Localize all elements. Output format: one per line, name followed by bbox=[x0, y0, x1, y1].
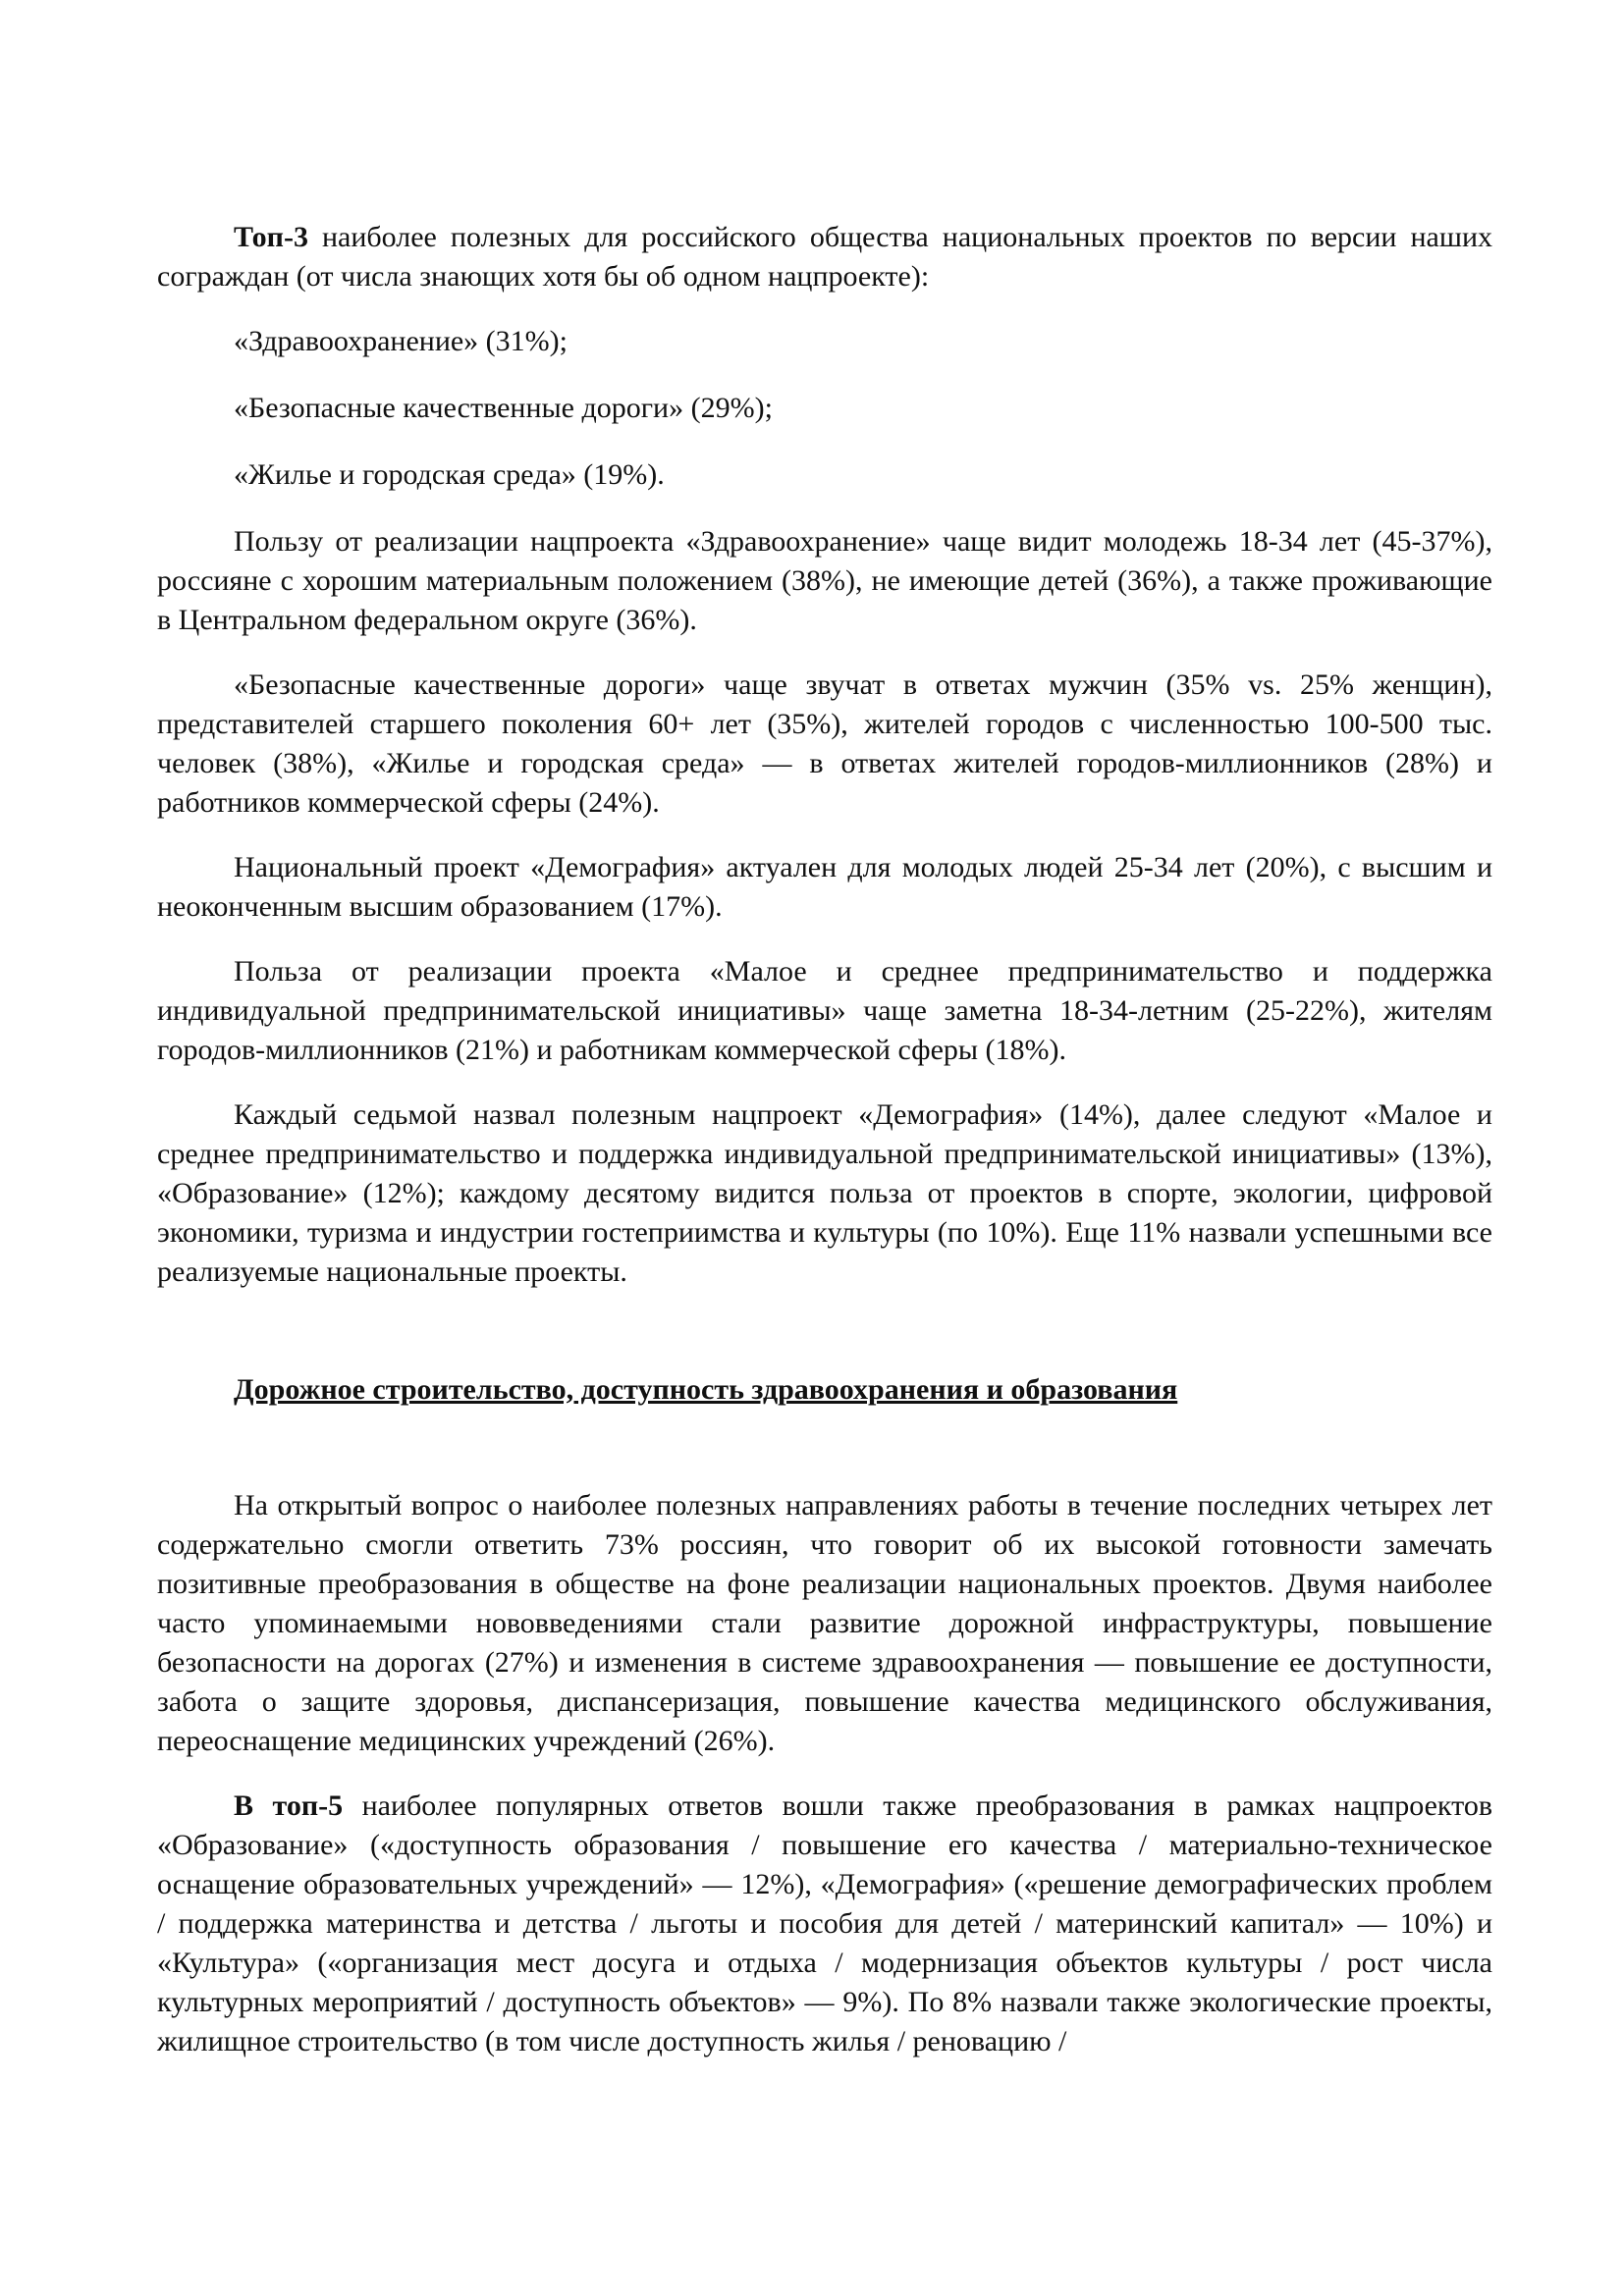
paragraph-small-business: Польза от реализации проекта «Малое и среднее предпринимательство и поддержка индивидуальной предпринимательской инициативы» чаще заметна 18-34-летним (25-22%), жителям городов-миллионников (21%) и работникам коммерческой сферы (18%). bbox=[157, 955, 1492, 1066]
document-page bbox=[157, 218, 1492, 2087]
paragraph-top5 bbox=[157, 1787, 1492, 2061]
top3-item-3: «Жилье и городская среда» (19%). bbox=[234, 458, 665, 491]
paragraph-roads: «Безопасные качественные дороги» чаще звучат в ответах мужчин (35% vs. 25% женщин), представителей старшего поколения 60+ лет (35%), жителей городов с численностью 100-500 тыс. человек (38%), «Жилье и городская среда» — в ответах жителей городов-миллионников (28%) и работников коммерческой сферы (24%). bbox=[157, 668, 1492, 819]
top5-text: наиболее популярных ответов вошли также преобразования в рамках нацпроектов «Образование» («доступность образования / повышение его качества / материально-техническое оснащение образовательных учреждений» — 12%), «Демография» («решение демографических проблем / поддержка материнства и детства / льготы и пособия для детей / материнский капитал» — 10%) и «Культура» («организация мест досуга и отдыха / модернизация объектов культуры / рост числа культурных мероприятий / доступность объектов» — 9%). По 8% назвали также экологические проекты, жилищное строительство (в том числе доступность жилья / реновацию / bbox=[157, 1789, 1492, 2057]
section-heading: Дорожное строительство, доступность здравоохранения и образования bbox=[234, 1373, 1178, 1406]
paragraph-open-question: На открытый вопрос о наиболее полезных направлениях работы в течение последних четырех лет содержательно смогли ответить 73% россиян, что говорит об их высокой готовности замечать позитивные преобразования в обществе на фоне реализации национальных проектов. Двумя наиболее часто упоминаемыми нововведениями стали развитие дорожной инфраструктуры, повышение безопасности на дорогах (27%) и изменения в системе здравоохранения — повышение ее доступности, забота о защите здоровья, диспансеризация, повышение качества медицинского обслуживания, переоснащение медицинских учреждений (26%). bbox=[157, 1489, 1492, 1757]
top5-lead-bold: В топ-5 bbox=[234, 1789, 344, 1822]
paragraph-summary: Каждый седьмой назвал полезным нацпроект «Демография» (14%), далее следуют «Малое и среднее предпринимательство и поддержка индивидуальной предпринимательской инициативы» (13%), «Образование» (12%); каждому десятому видится польза от проектов в спорте, экологии, цифровой экономики, туризма и индустрии гостеприимства и культуры (по 10%). Еще 11% назвали успешными все реализуемые национальные проекты. bbox=[157, 1098, 1492, 1288]
paragraph-demography: Национальный проект «Демография» актуален для молодых людей 25-34 лет (20%), с высшим и неоконченным высшим образованием (17%). bbox=[157, 851, 1492, 923]
top3-item-1: «Здравоохранение» (31%); bbox=[234, 325, 568, 357]
top3-item-2: «Безопасные качественные дороги» (29%); bbox=[234, 392, 773, 424]
paragraph-healthcare: Пользу от реализации нацпроекта «Здравоохранение» чаще видит молодежь 18-34 лет (45-37%), россияне с хорошим материальным положением (38%), не имеющие детей (36%), а также проживающие в Центральном федеральном округе (36%). bbox=[157, 525, 1492, 636]
intro-lead-bold: Топ-3 bbox=[234, 221, 308, 253]
intro-paragraph bbox=[157, 218, 1492, 296]
intro-text: наиболее полезных для российского общества национальных проектов по версии наших сограждан (от числа знающих хотя бы об одном нацпроекте): bbox=[157, 221, 1492, 293]
